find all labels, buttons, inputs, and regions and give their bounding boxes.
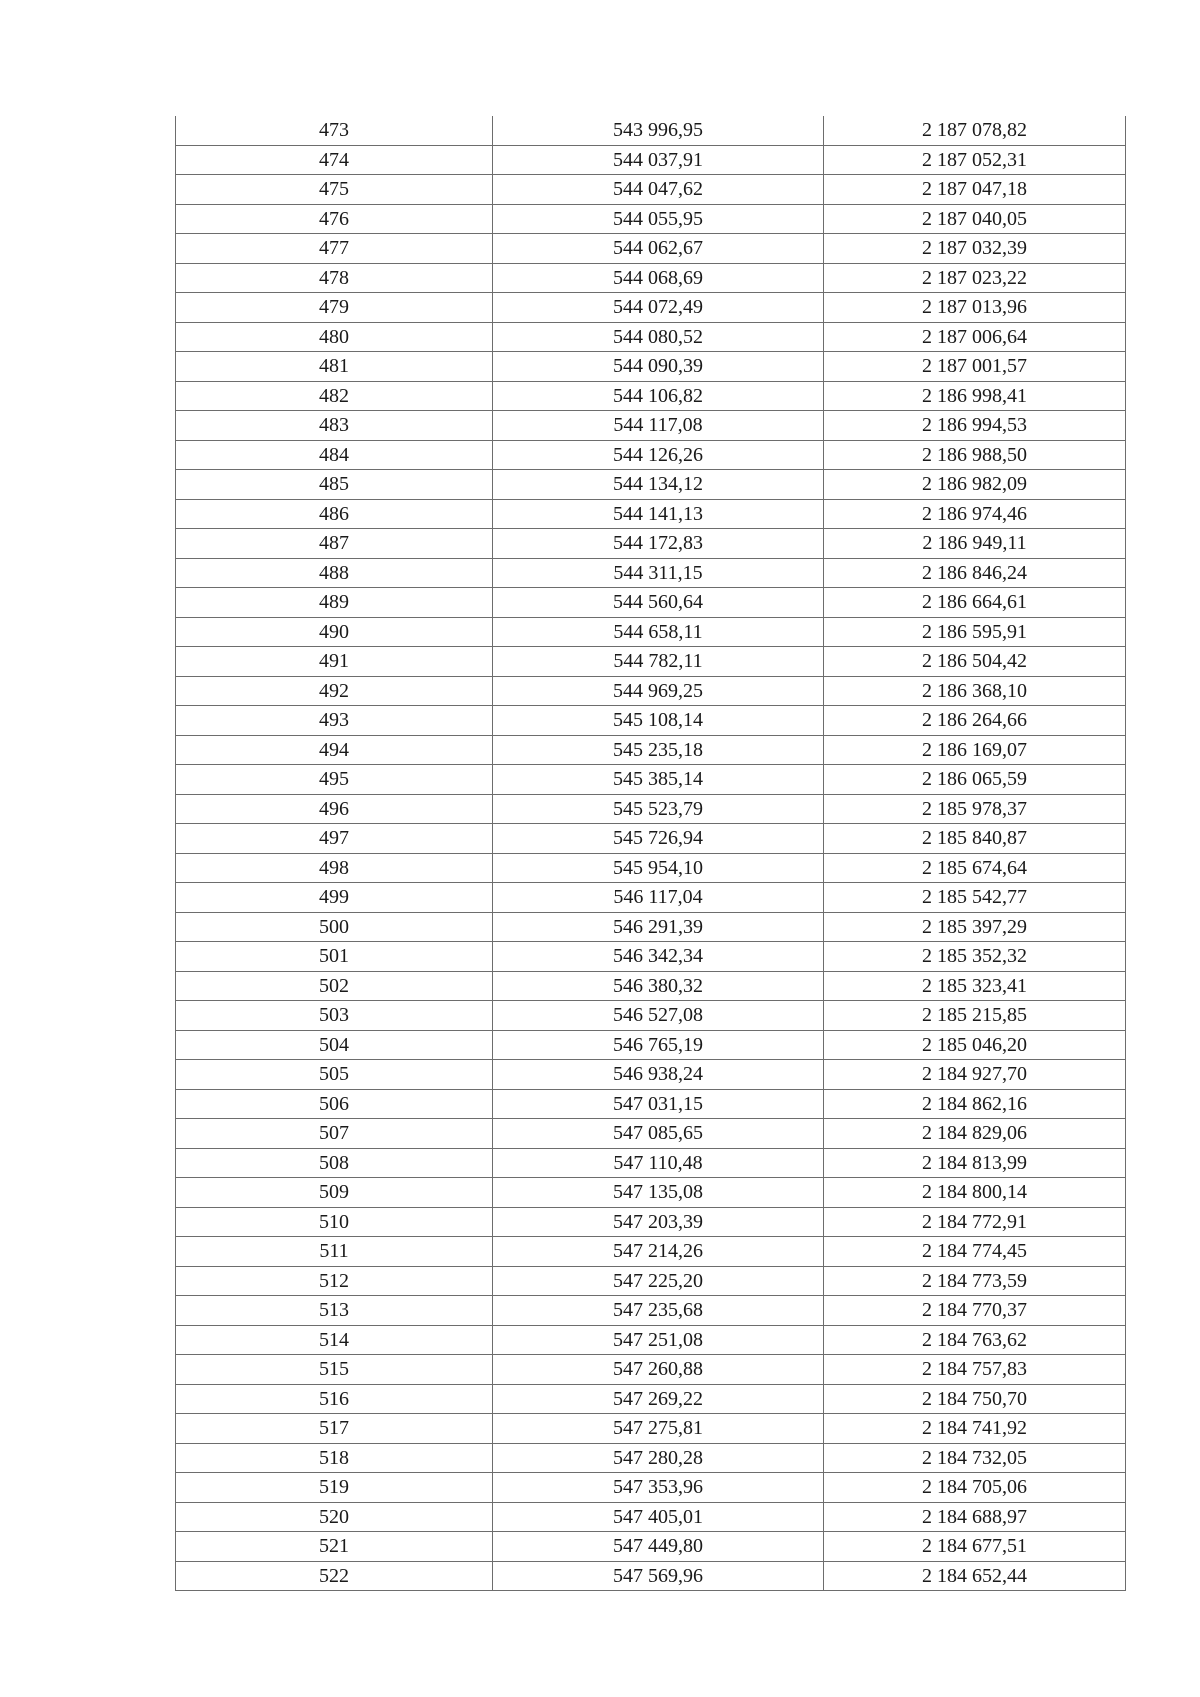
x-coordinate-cell: 543 996,95 bbox=[493, 116, 824, 145]
x-coordinate-cell: 544 117,08 bbox=[493, 411, 824, 441]
point-number-cell: 494 bbox=[176, 735, 493, 765]
table-row bbox=[176, 116, 1126, 145]
y-coordinate-cell: 2 186 974,46 bbox=[824, 499, 1126, 529]
y-coordinate-cell: 2 186 504,42 bbox=[824, 647, 1126, 677]
table-row bbox=[176, 824, 1126, 854]
point-number-cell: 491 bbox=[176, 647, 493, 677]
table-row bbox=[176, 1148, 1126, 1178]
x-coordinate-cell: 544 560,64 bbox=[493, 588, 824, 618]
table-row bbox=[176, 942, 1126, 972]
y-coordinate-cell: 2 185 674,64 bbox=[824, 853, 1126, 883]
point-number-cell: 477 bbox=[176, 234, 493, 264]
point-number-cell: 504 bbox=[176, 1030, 493, 1060]
point-number-cell: 476 bbox=[176, 204, 493, 234]
x-coordinate-cell: 544 141,13 bbox=[493, 499, 824, 529]
y-coordinate-cell: 2 184 757,83 bbox=[824, 1355, 1126, 1385]
point-number-cell: 500 bbox=[176, 912, 493, 942]
y-coordinate-cell: 2 186 846,24 bbox=[824, 558, 1126, 588]
x-coordinate-cell: 547 251,08 bbox=[493, 1325, 824, 1355]
table-row bbox=[176, 145, 1126, 175]
point-number-cell: 520 bbox=[176, 1502, 493, 1532]
point-number-cell: 518 bbox=[176, 1443, 493, 1473]
point-number-cell: 514 bbox=[176, 1325, 493, 1355]
point-number-cell: 516 bbox=[176, 1384, 493, 1414]
x-coordinate-cell: 546 291,39 bbox=[493, 912, 824, 942]
table-row bbox=[176, 175, 1126, 205]
x-coordinate-cell: 544 126,26 bbox=[493, 440, 824, 470]
point-number-cell: 486 bbox=[176, 499, 493, 529]
y-coordinate-cell: 2 187 032,39 bbox=[824, 234, 1126, 264]
y-coordinate-cell: 2 184 772,91 bbox=[824, 1207, 1126, 1237]
table-row bbox=[176, 411, 1126, 441]
point-number-cell: 497 bbox=[176, 824, 493, 854]
table-row bbox=[176, 352, 1126, 382]
table-row bbox=[176, 853, 1126, 883]
table-row bbox=[176, 1207, 1126, 1237]
table-row bbox=[176, 588, 1126, 618]
y-coordinate-cell: 2 186 368,10 bbox=[824, 676, 1126, 706]
y-coordinate-cell: 2 185 397,29 bbox=[824, 912, 1126, 942]
y-coordinate-cell: 2 184 927,70 bbox=[824, 1060, 1126, 1090]
point-number-cell: 507 bbox=[176, 1119, 493, 1149]
y-coordinate-cell: 2 186 998,41 bbox=[824, 381, 1126, 411]
x-coordinate-cell: 547 280,28 bbox=[493, 1443, 824, 1473]
x-coordinate-cell: 547 135,08 bbox=[493, 1178, 824, 1208]
table-row bbox=[176, 765, 1126, 795]
table-row bbox=[176, 234, 1126, 264]
x-coordinate-cell: 545 523,79 bbox=[493, 794, 824, 824]
y-coordinate-cell: 2 185 046,20 bbox=[824, 1030, 1126, 1060]
table-row bbox=[176, 1060, 1126, 1090]
table-row bbox=[176, 440, 1126, 470]
point-number-cell: 480 bbox=[176, 322, 493, 352]
point-number-cell: 487 bbox=[176, 529, 493, 559]
x-coordinate-cell: 547 031,15 bbox=[493, 1089, 824, 1119]
x-coordinate-cell: 544 658,11 bbox=[493, 617, 824, 647]
y-coordinate-cell: 2 186 982,09 bbox=[824, 470, 1126, 500]
point-number-cell: 509 bbox=[176, 1178, 493, 1208]
x-coordinate-cell: 546 380,32 bbox=[493, 971, 824, 1001]
table-row bbox=[176, 1561, 1126, 1591]
x-coordinate-cell: 547 110,48 bbox=[493, 1148, 824, 1178]
x-coordinate-cell: 544 782,11 bbox=[493, 647, 824, 677]
point-number-cell: 512 bbox=[176, 1266, 493, 1296]
point-number-cell: 506 bbox=[176, 1089, 493, 1119]
y-coordinate-cell: 2 187 006,64 bbox=[824, 322, 1126, 352]
x-coordinate-cell: 545 954,10 bbox=[493, 853, 824, 883]
table-row bbox=[176, 499, 1126, 529]
y-coordinate-cell: 2 185 840,87 bbox=[824, 824, 1126, 854]
y-coordinate-cell: 2 186 994,53 bbox=[824, 411, 1126, 441]
x-coordinate-cell: 544 047,62 bbox=[493, 175, 824, 205]
y-coordinate-cell: 2 184 774,45 bbox=[824, 1237, 1126, 1267]
x-coordinate-cell: 547 275,81 bbox=[493, 1414, 824, 1444]
y-coordinate-cell: 2 184 862,16 bbox=[824, 1089, 1126, 1119]
y-coordinate-cell: 2 185 352,32 bbox=[824, 942, 1126, 972]
table-row bbox=[176, 1089, 1126, 1119]
table-row bbox=[176, 1296, 1126, 1326]
y-coordinate-cell: 2 187 013,96 bbox=[824, 293, 1126, 323]
point-number-cell: 505 bbox=[176, 1060, 493, 1090]
y-coordinate-cell: 2 186 169,07 bbox=[824, 735, 1126, 765]
point-number-cell: 519 bbox=[176, 1473, 493, 1503]
point-number-cell: 484 bbox=[176, 440, 493, 470]
point-number-cell: 502 bbox=[176, 971, 493, 1001]
point-number-cell: 499 bbox=[176, 883, 493, 913]
x-coordinate-cell: 545 235,18 bbox=[493, 735, 824, 765]
x-coordinate-cell: 544 172,83 bbox=[493, 529, 824, 559]
y-coordinate-cell: 2 186 988,50 bbox=[824, 440, 1126, 470]
table-row bbox=[176, 263, 1126, 293]
table-row bbox=[176, 1266, 1126, 1296]
table-row bbox=[176, 1384, 1126, 1414]
point-number-cell: 485 bbox=[176, 470, 493, 500]
table-row bbox=[176, 381, 1126, 411]
x-coordinate-cell: 544 106,82 bbox=[493, 381, 824, 411]
x-coordinate-cell: 544 134,12 bbox=[493, 470, 824, 500]
table-row bbox=[176, 1502, 1126, 1532]
table-row bbox=[176, 204, 1126, 234]
table-row bbox=[176, 1355, 1126, 1385]
point-number-cell: 522 bbox=[176, 1561, 493, 1591]
coordinates-table-body bbox=[176, 116, 1126, 1591]
x-coordinate-cell: 547 269,22 bbox=[493, 1384, 824, 1414]
point-number-cell: 479 bbox=[176, 293, 493, 323]
table-row bbox=[176, 706, 1126, 736]
x-coordinate-cell: 544 072,49 bbox=[493, 293, 824, 323]
x-coordinate-cell: 547 353,96 bbox=[493, 1473, 824, 1503]
table-row bbox=[176, 971, 1126, 1001]
y-coordinate-cell: 2 187 047,18 bbox=[824, 175, 1126, 205]
y-coordinate-cell: 2 184 705,06 bbox=[824, 1473, 1126, 1503]
y-coordinate-cell: 2 185 323,41 bbox=[824, 971, 1126, 1001]
table-row bbox=[176, 735, 1126, 765]
table-row bbox=[176, 1119, 1126, 1149]
table-row bbox=[176, 1443, 1126, 1473]
y-coordinate-cell: 2 184 763,62 bbox=[824, 1325, 1126, 1355]
x-coordinate-cell: 547 214,26 bbox=[493, 1237, 824, 1267]
y-coordinate-cell: 2 184 800,14 bbox=[824, 1178, 1126, 1208]
table-row bbox=[176, 322, 1126, 352]
table-row bbox=[176, 529, 1126, 559]
point-number-cell: 508 bbox=[176, 1148, 493, 1178]
point-number-cell: 490 bbox=[176, 617, 493, 647]
x-coordinate-cell: 547 569,96 bbox=[493, 1561, 824, 1591]
point-number-cell: 473 bbox=[176, 116, 493, 145]
point-number-cell: 493 bbox=[176, 706, 493, 736]
table-row bbox=[176, 676, 1126, 706]
y-coordinate-cell: 2 184 813,99 bbox=[824, 1148, 1126, 1178]
point-number-cell: 517 bbox=[176, 1414, 493, 1444]
y-coordinate-cell: 2 187 023,22 bbox=[824, 263, 1126, 293]
x-coordinate-cell: 545 726,94 bbox=[493, 824, 824, 854]
point-number-cell: 503 bbox=[176, 1001, 493, 1031]
point-number-cell: 495 bbox=[176, 765, 493, 795]
table-row bbox=[176, 883, 1126, 913]
y-coordinate-cell: 2 187 052,31 bbox=[824, 145, 1126, 175]
y-coordinate-cell: 2 184 677,51 bbox=[824, 1532, 1126, 1562]
y-coordinate-cell: 2 187 001,57 bbox=[824, 352, 1126, 382]
x-coordinate-cell: 547 260,88 bbox=[493, 1355, 824, 1385]
table-row bbox=[176, 912, 1126, 942]
x-coordinate-cell: 547 449,80 bbox=[493, 1532, 824, 1562]
point-number-cell: 489 bbox=[176, 588, 493, 618]
table-row bbox=[176, 1237, 1126, 1267]
point-number-cell: 521 bbox=[176, 1532, 493, 1562]
table-row bbox=[176, 1001, 1126, 1031]
y-coordinate-cell: 2 186 595,91 bbox=[824, 617, 1126, 647]
point-number-cell: 513 bbox=[176, 1296, 493, 1326]
x-coordinate-cell: 544 311,15 bbox=[493, 558, 824, 588]
x-coordinate-cell: 545 385,14 bbox=[493, 765, 824, 795]
x-coordinate-cell: 544 969,25 bbox=[493, 676, 824, 706]
table-row bbox=[176, 1473, 1126, 1503]
x-coordinate-cell: 547 225,20 bbox=[493, 1266, 824, 1296]
point-number-cell: 478 bbox=[176, 263, 493, 293]
point-number-cell: 501 bbox=[176, 942, 493, 972]
x-coordinate-cell: 547 085,65 bbox=[493, 1119, 824, 1149]
point-number-cell: 474 bbox=[176, 145, 493, 175]
x-coordinate-cell: 546 527,08 bbox=[493, 1001, 824, 1031]
x-coordinate-cell: 544 090,39 bbox=[493, 352, 824, 382]
point-number-cell: 475 bbox=[176, 175, 493, 205]
x-coordinate-cell: 544 055,95 bbox=[493, 204, 824, 234]
coordinates-table bbox=[175, 116, 1126, 1591]
point-number-cell: 515 bbox=[176, 1355, 493, 1385]
y-coordinate-cell: 2 184 741,92 bbox=[824, 1414, 1126, 1444]
y-coordinate-cell: 2 185 215,85 bbox=[824, 1001, 1126, 1031]
y-coordinate-cell: 2 184 773,59 bbox=[824, 1266, 1126, 1296]
x-coordinate-cell: 546 342,34 bbox=[493, 942, 824, 972]
x-coordinate-cell: 544 037,91 bbox=[493, 145, 824, 175]
x-coordinate-cell: 547 235,68 bbox=[493, 1296, 824, 1326]
x-coordinate-cell: 546 938,24 bbox=[493, 1060, 824, 1090]
point-number-cell: 510 bbox=[176, 1207, 493, 1237]
table-row bbox=[176, 470, 1126, 500]
point-number-cell: 482 bbox=[176, 381, 493, 411]
point-number-cell: 496 bbox=[176, 794, 493, 824]
y-coordinate-cell: 2 187 040,05 bbox=[824, 204, 1126, 234]
x-coordinate-cell: 544 080,52 bbox=[493, 322, 824, 352]
x-coordinate-cell: 547 405,01 bbox=[493, 1502, 824, 1532]
x-coordinate-cell: 545 108,14 bbox=[493, 706, 824, 736]
x-coordinate-cell: 546 765,19 bbox=[493, 1030, 824, 1060]
table-row bbox=[176, 647, 1126, 677]
x-coordinate-cell: 547 203,39 bbox=[493, 1207, 824, 1237]
y-coordinate-cell: 2 184 829,06 bbox=[824, 1119, 1126, 1149]
table-row bbox=[176, 1178, 1126, 1208]
x-coordinate-cell: 546 117,04 bbox=[493, 883, 824, 913]
table-row bbox=[176, 293, 1126, 323]
y-coordinate-cell: 2 184 750,70 bbox=[824, 1384, 1126, 1414]
table-row bbox=[176, 1414, 1126, 1444]
y-coordinate-cell: 2 184 732,05 bbox=[824, 1443, 1126, 1473]
y-coordinate-cell: 2 187 078,82 bbox=[824, 116, 1126, 145]
y-coordinate-cell: 2 185 542,77 bbox=[824, 883, 1126, 913]
y-coordinate-cell: 2 186 949,11 bbox=[824, 529, 1126, 559]
point-number-cell: 498 bbox=[176, 853, 493, 883]
x-coordinate-cell: 544 062,67 bbox=[493, 234, 824, 264]
y-coordinate-cell: 2 185 978,37 bbox=[824, 794, 1126, 824]
point-number-cell: 483 bbox=[176, 411, 493, 441]
table-row bbox=[176, 558, 1126, 588]
y-coordinate-cell: 2 186 065,59 bbox=[824, 765, 1126, 795]
y-coordinate-cell: 2 186 664,61 bbox=[824, 588, 1126, 618]
table-row bbox=[176, 617, 1126, 647]
table-row bbox=[176, 1532, 1126, 1562]
x-coordinate-cell: 544 068,69 bbox=[493, 263, 824, 293]
table-row bbox=[176, 1325, 1126, 1355]
y-coordinate-cell: 2 184 688,97 bbox=[824, 1502, 1126, 1532]
table-row bbox=[176, 1030, 1126, 1060]
point-number-cell: 492 bbox=[176, 676, 493, 706]
point-number-cell: 488 bbox=[176, 558, 493, 588]
y-coordinate-cell: 2 184 652,44 bbox=[824, 1561, 1126, 1591]
point-number-cell: 511 bbox=[176, 1237, 493, 1267]
y-coordinate-cell: 2 186 264,66 bbox=[824, 706, 1126, 736]
table-row bbox=[176, 794, 1126, 824]
point-number-cell: 481 bbox=[176, 352, 493, 382]
y-coordinate-cell: 2 184 770,37 bbox=[824, 1296, 1126, 1326]
